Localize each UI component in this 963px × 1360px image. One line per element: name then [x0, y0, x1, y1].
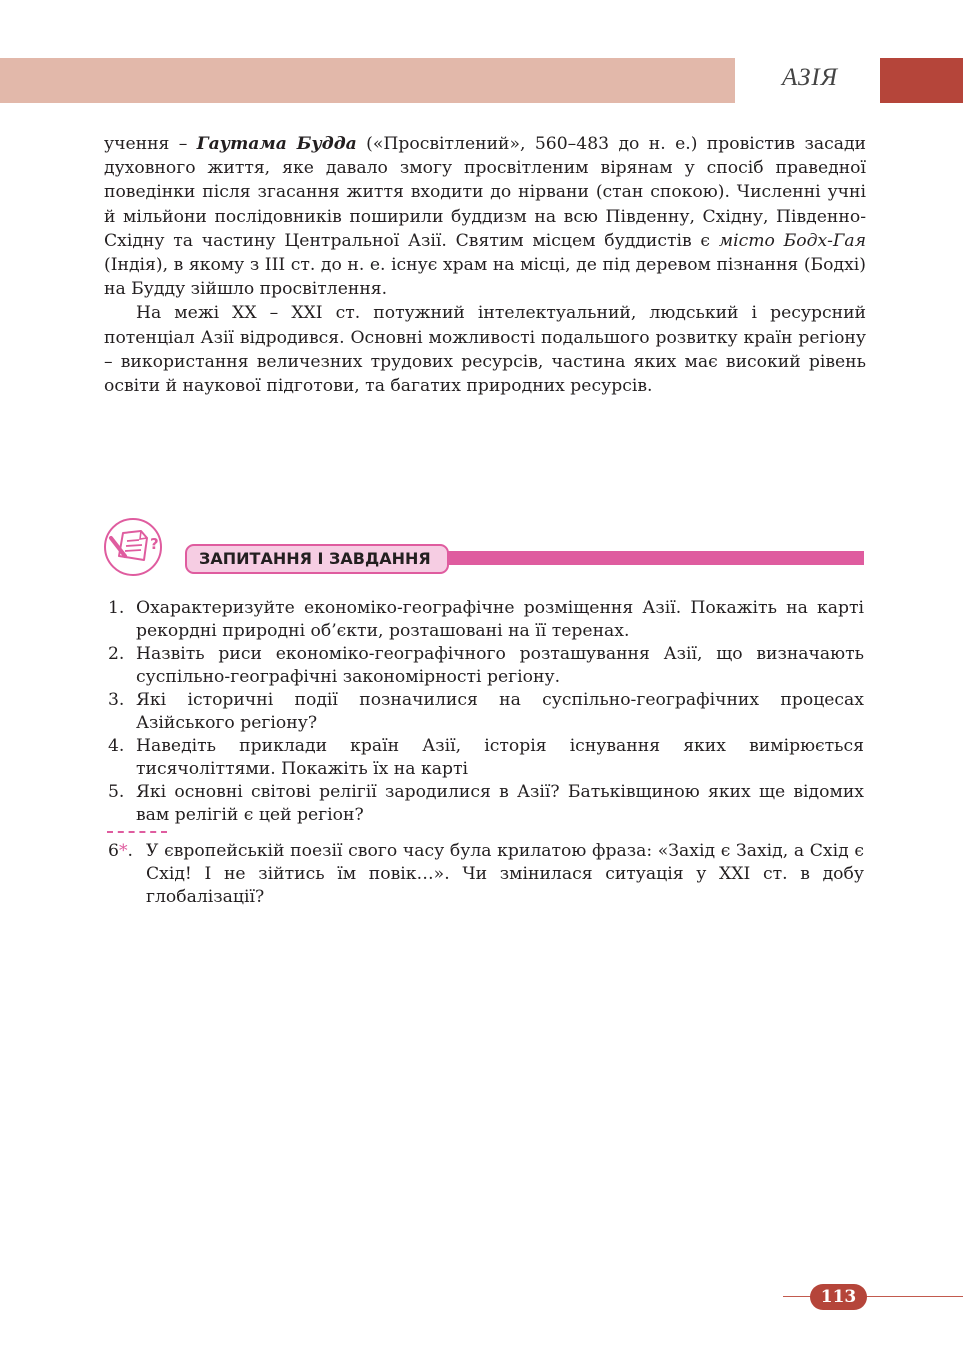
chapter-title: АЗІЯ	[782, 64, 839, 91]
advanced-divider	[107, 831, 167, 833]
page-number: 113	[820, 1287, 857, 1307]
header-band	[0, 58, 735, 103]
worksheet-question-icon	[103, 516, 167, 578]
questions-list	[104, 597, 864, 827]
header-accent-block	[880, 58, 963, 103]
question-6: 6*. У європейській поезії свого часу була крилатою фраза: «Захід є Захід, а Схід є Схід! І не зійтись їм повік…». Чи змінилася ситуація у ХХІ ст. в добу глобалізації?	[108, 841, 864, 907]
question-4: 4. Наведіть приклади країн Азії, історія існування яких вимірюється тисячоліттями. Покажіть їх на карті	[108, 736, 864, 779]
question-3: 3. Які історичні події позначилися на суспільно-географічних процесах Азійського регіону?	[108, 690, 864, 733]
question-2: 2. Назвіть риси економіко-географічного розташування Азії, що визначають суспільно-географічні закономірності регіону.	[108, 644, 864, 687]
paragraph-1	[104, 132, 866, 301]
p1-post: (Індія), в якому з ІІІ ст. до н. е. існує храм на місці, де під деревом пізнання (Бодхі) на Будду зійшло просвітлення.	[104, 255, 866, 300]
p1-pre: учення –	[104, 134, 197, 154]
question-5: 5. Які основні світові релігії зародилися в Азії? Батьківщиною яких ще відомих вам релігій є цей регіон?	[108, 782, 864, 825]
buddha-name: Гаутама Будда	[196, 134, 357, 154]
p1-mid: («Просвітлений», 560–483 до н. е.) провістив засади духовного життя, яке давало змогу просвітленим вірянам у спосіб праведної поведінки після згасання життя входити до нірвани (стан спокою). Численні учні й мільйони послідовників поширили буддизм на всю Південну, Східну, Південно-Східну та частину Центральної Азії. Святим місцем буддистів є	[104, 134, 866, 251]
star-marker: *	[118, 841, 128, 861]
svg-text:?: ?	[150, 535, 159, 553]
bodh-gaya: місто Бодх-Гая	[718, 230, 866, 251]
paragraph-2: На межі ХХ – ХХІ ст. потужний інтелектуальний, людський і ресурсний потенціал Азії відродився. Основні можливості подальшого розвитку країн регіону – використання величезних трудових ресурсів, частина яких має високий рівень освіти й наукової підготови, та багатих природних ресурсів.	[104, 303, 866, 397]
body-text	[104, 132, 866, 398]
question-1: 1. Охарактеризуйте економіко-географічне розміщення Азії. Покажіть на карті рекордні природні об’єкти, розташовані на її теренах.	[108, 598, 864, 641]
section-title: ЗАПИТАННЯ І ЗАВДАННЯ	[199, 549, 431, 568]
